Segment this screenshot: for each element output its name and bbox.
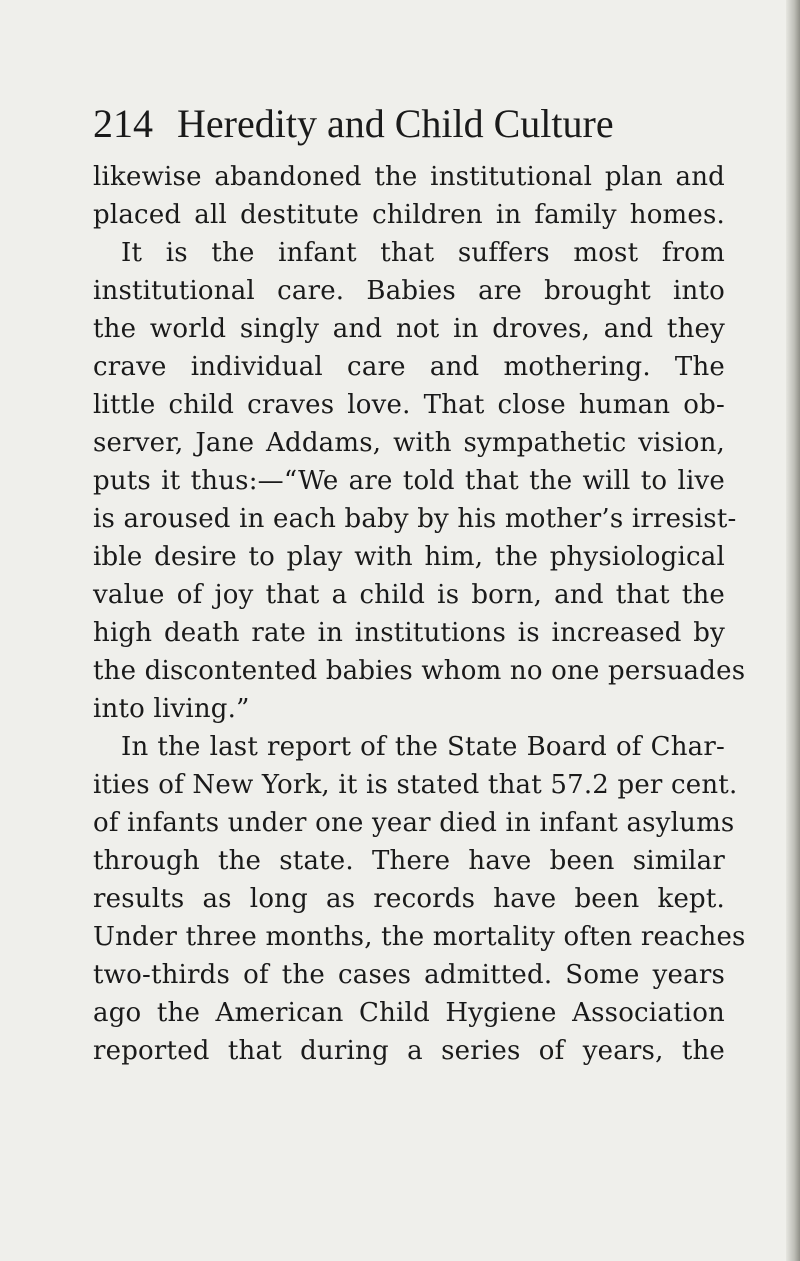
text-line: likewise abandoned the institutional plan and <box>93 162 725 192</box>
body-text <box>93 158 746 1070</box>
page-header <box>93 100 614 148</box>
text-line: two-thirds of the cases admitted. Some years <box>93 960 725 990</box>
text-line: little child craves love. That close human ob- <box>93 390 725 420</box>
text-line: the world singly and not in droves, and they <box>93 314 725 344</box>
text-line: of infants under one year died in infant asylums <box>93 808 735 838</box>
text-line: server, Jane Addams, with sympathetic vision, <box>93 428 725 458</box>
text-line: is aroused in each baby by his mother’s irresist- <box>93 504 737 534</box>
text-line: reported that during a series of years, the <box>93 1036 725 1066</box>
page-number: 214 <box>93 101 153 146</box>
text-line: through the state. There have been similar <box>93 846 725 876</box>
page-edge-shadow <box>786 0 800 1261</box>
text-line: results as long as records have been kept. <box>93 884 725 914</box>
text-line: high death rate in institutions is increased by <box>93 618 725 648</box>
text-line: ible desire to play with him, the physiological <box>93 542 725 572</box>
text-line: ago the American Child Hygiene Association <box>93 998 725 1028</box>
text-line: value of joy that a child is born, and that the <box>93 580 725 610</box>
text-line: Under three months, the mortality often reaches <box>93 922 746 952</box>
text-line: into living.” <box>93 694 250 724</box>
text-line: institutional care. Babies are brought into <box>93 276 725 306</box>
text-line: It is the infant that suffers most from <box>121 238 725 268</box>
text-line: ities of New York, it is stated that 57.2 per cent. <box>93 770 738 800</box>
text-line: In the last report of the State Board of Char- <box>121 732 725 762</box>
text-line: placed all destitute children in family homes. <box>93 200 725 230</box>
running-title: Heredity and Child Culture <box>177 101 614 146</box>
text-line: the discontented babies whom no one persuades <box>93 656 746 686</box>
text-line: crave individual care and mothering. The <box>93 352 725 382</box>
text-line: puts it thus:—“We are told that the will to live <box>93 466 725 496</box>
